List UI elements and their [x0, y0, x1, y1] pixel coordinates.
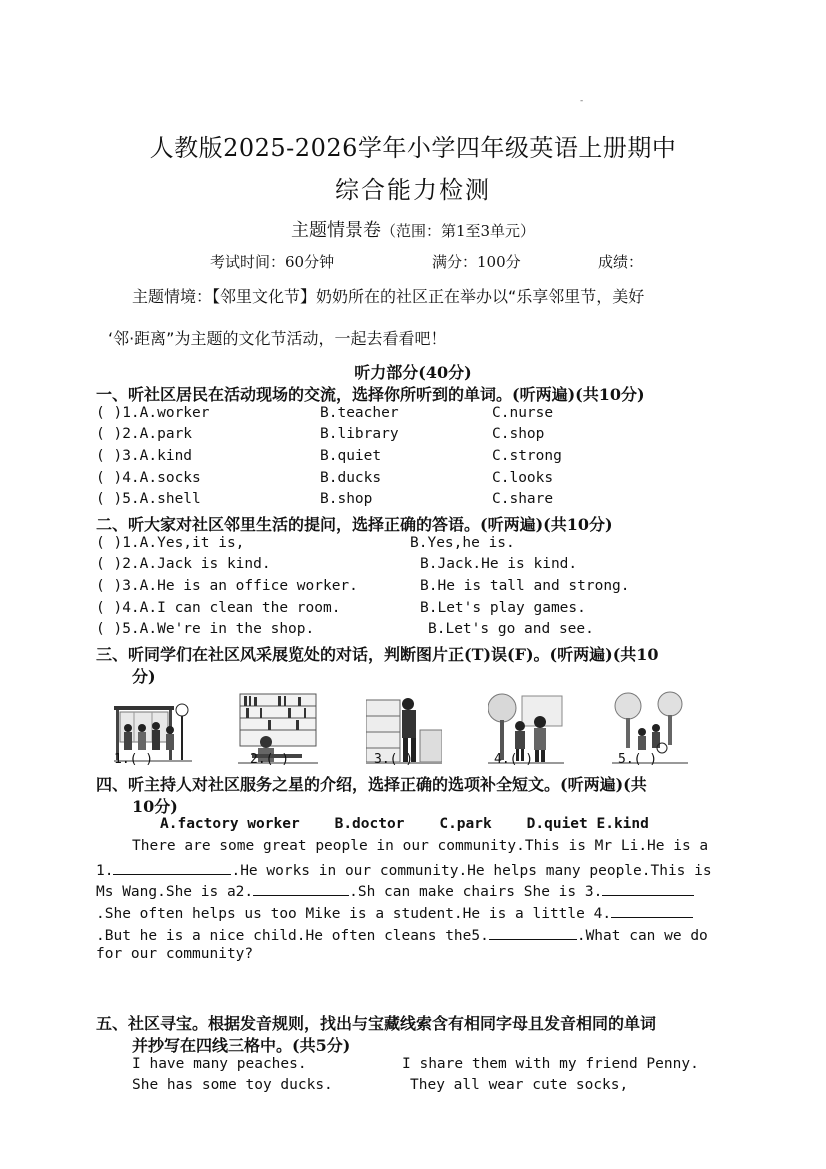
passage-line5 [96, 925, 708, 944]
passage-line3-start: Ms Wang.She is a2. [96, 884, 254, 900]
s1-q2-a: ( )2.A.park [96, 426, 193, 442]
s1-q4-a: ( )4.A.socks [96, 470, 201, 486]
s2-q3-a: ( )3.A.He is an office worker. [96, 578, 358, 594]
full-score: 满分：100分 [432, 253, 521, 271]
s2-q5-a: ( )5.A.We're in the shop. [96, 621, 315, 637]
passage-line3 [96, 881, 694, 900]
section2-heading: 二、听大家对社区邻里生活的提问，选择正确的答语。(听两遍)(共10分) [96, 515, 613, 534]
s1-q3-a: ( )3.A.kind [96, 448, 193, 464]
passage-line1: There are some great people in our community.This is Mr Li.He is a [132, 838, 709, 854]
passage-line2-end: .He works in our community.He helps many people.This is [231, 863, 712, 879]
s1-q3-c: C.strong [492, 448, 562, 464]
clue-2-left: She has some toy ducks. [132, 1077, 333, 1093]
header-dot: - [580, 96, 584, 106]
s1-q3-b: B.quiet [320, 448, 382, 464]
s2-q1-a: ( )1.A.Yes,it is, [96, 535, 245, 551]
s2-q1-b: B.Yes,he is. [410, 535, 515, 551]
section4-options: A.factory worker B.doctor C.park D.quiet E.kind [160, 816, 649, 832]
picture-label-5: 5.( ) [618, 752, 658, 767]
section3-heading: 三、听同学们在社区风采展览处的对话，判断图片正(T)误(F)。(听两遍)(共10 [96, 645, 659, 664]
blank-4[interactable] [611, 903, 693, 918]
page-title-line2: 综合能力检测 [335, 176, 491, 204]
section5-heading-cont: 并抄写在四线三格中。(共5分) [132, 1036, 351, 1055]
passage-line2-start: 1. [96, 863, 114, 879]
picture-label-3: 3.( ) [374, 752, 414, 767]
subtitle [0, 216, 826, 242]
passage-line3-mid: .Sh can make chairs She is 3. [349, 884, 603, 900]
blank-2[interactable] [253, 881, 349, 896]
s1-q2-b: B.library [320, 426, 399, 442]
passage-line5-end: .What can we do [576, 928, 708, 944]
passage-line5-start: .But he is a nice child.He often cleans the5. [96, 928, 489, 944]
s2-q3-b: B.He is tall and strong. [420, 578, 630, 594]
subtitle-text: 主题情景卷 [290, 220, 381, 241]
s1-q4-b: B.ducks [320, 470, 382, 486]
s1-q4-c: C.looks [492, 470, 554, 486]
blank-1[interactable] [113, 860, 231, 875]
picture-label-2: 2.( ) [250, 752, 290, 767]
s2-q4-a: ( )4.A.I can clean the room. [96, 600, 341, 616]
s1-q1-b: B.teacher [320, 405, 399, 421]
s2-q4-b: B.Let's play games. [420, 600, 586, 616]
section3-heading-cont: 分) [132, 667, 156, 686]
section5-heading: 五、社区寻宝。根据发音规则，找出与宝藏线索含有相同字母且发音相同的单词 [96, 1014, 657, 1033]
clue-1-right: I share them with my friend Penny. [402, 1056, 699, 1072]
blank-5[interactable] [489, 925, 577, 940]
picture-label-4: 4.( ) [494, 752, 534, 767]
clue-2-right: They all wear cute socks, [410, 1077, 629, 1093]
section4-heading-cont: 10分) [132, 797, 178, 816]
s2-q5-b: B.Let's go and see. [428, 621, 594, 637]
s1-q2-c: C.shop [492, 426, 545, 442]
s1-q5-a: ( )5.A.shell [96, 491, 201, 507]
s1-q1-c: C.nurse [492, 405, 554, 421]
page-title: 人教版2025-2026学年小学四年级英语上册期中 [149, 134, 677, 162]
section1-heading: 一、听社区居民在活动现场的交流，选择你所听到的单词。(听两遍)(共10分) [96, 385, 645, 404]
s2-q2-b: B.Jack.He is kind. [420, 556, 578, 572]
section4-heading: 四、听主持人对社区服务之星的介绍，选择正确的选项补全短文。(听两遍)(共 [96, 775, 647, 794]
s1-q5-c: C.share [492, 491, 554, 507]
passage-line2 [96, 860, 712, 879]
exam-time: 考试时间：60分钟 [210, 253, 335, 271]
result: 成绩： [598, 253, 644, 271]
s1-q1-a: ( )1.A.worker [96, 405, 210, 421]
s1-q5-b: B.shop [320, 491, 373, 507]
passage-line6: for our community? [96, 946, 254, 962]
listening-title: 听力部分(40分) [354, 363, 472, 382]
theme-line1: 主题情境：【邻里文化节】奶奶所在的社区正在举办以“乐享邻里节，美好 [132, 287, 645, 306]
passage-line4-text: .She often helps us too Mike is a student.He is a little 4. [96, 906, 612, 922]
theme-line2: ‘邻·距离”为主题的文化节活动，一起去看看吧！ [108, 329, 447, 348]
picture-label-1: 1.( ) [114, 752, 154, 767]
subtitle-range: （范围：第1至3单元） [380, 222, 536, 240]
passage-line4 [96, 903, 693, 922]
clue-1-left: I have many peaches. [132, 1056, 307, 1072]
s2-q2-a: ( )2.A.Jack is kind. [96, 556, 271, 572]
blank-3[interactable] [602, 881, 694, 896]
